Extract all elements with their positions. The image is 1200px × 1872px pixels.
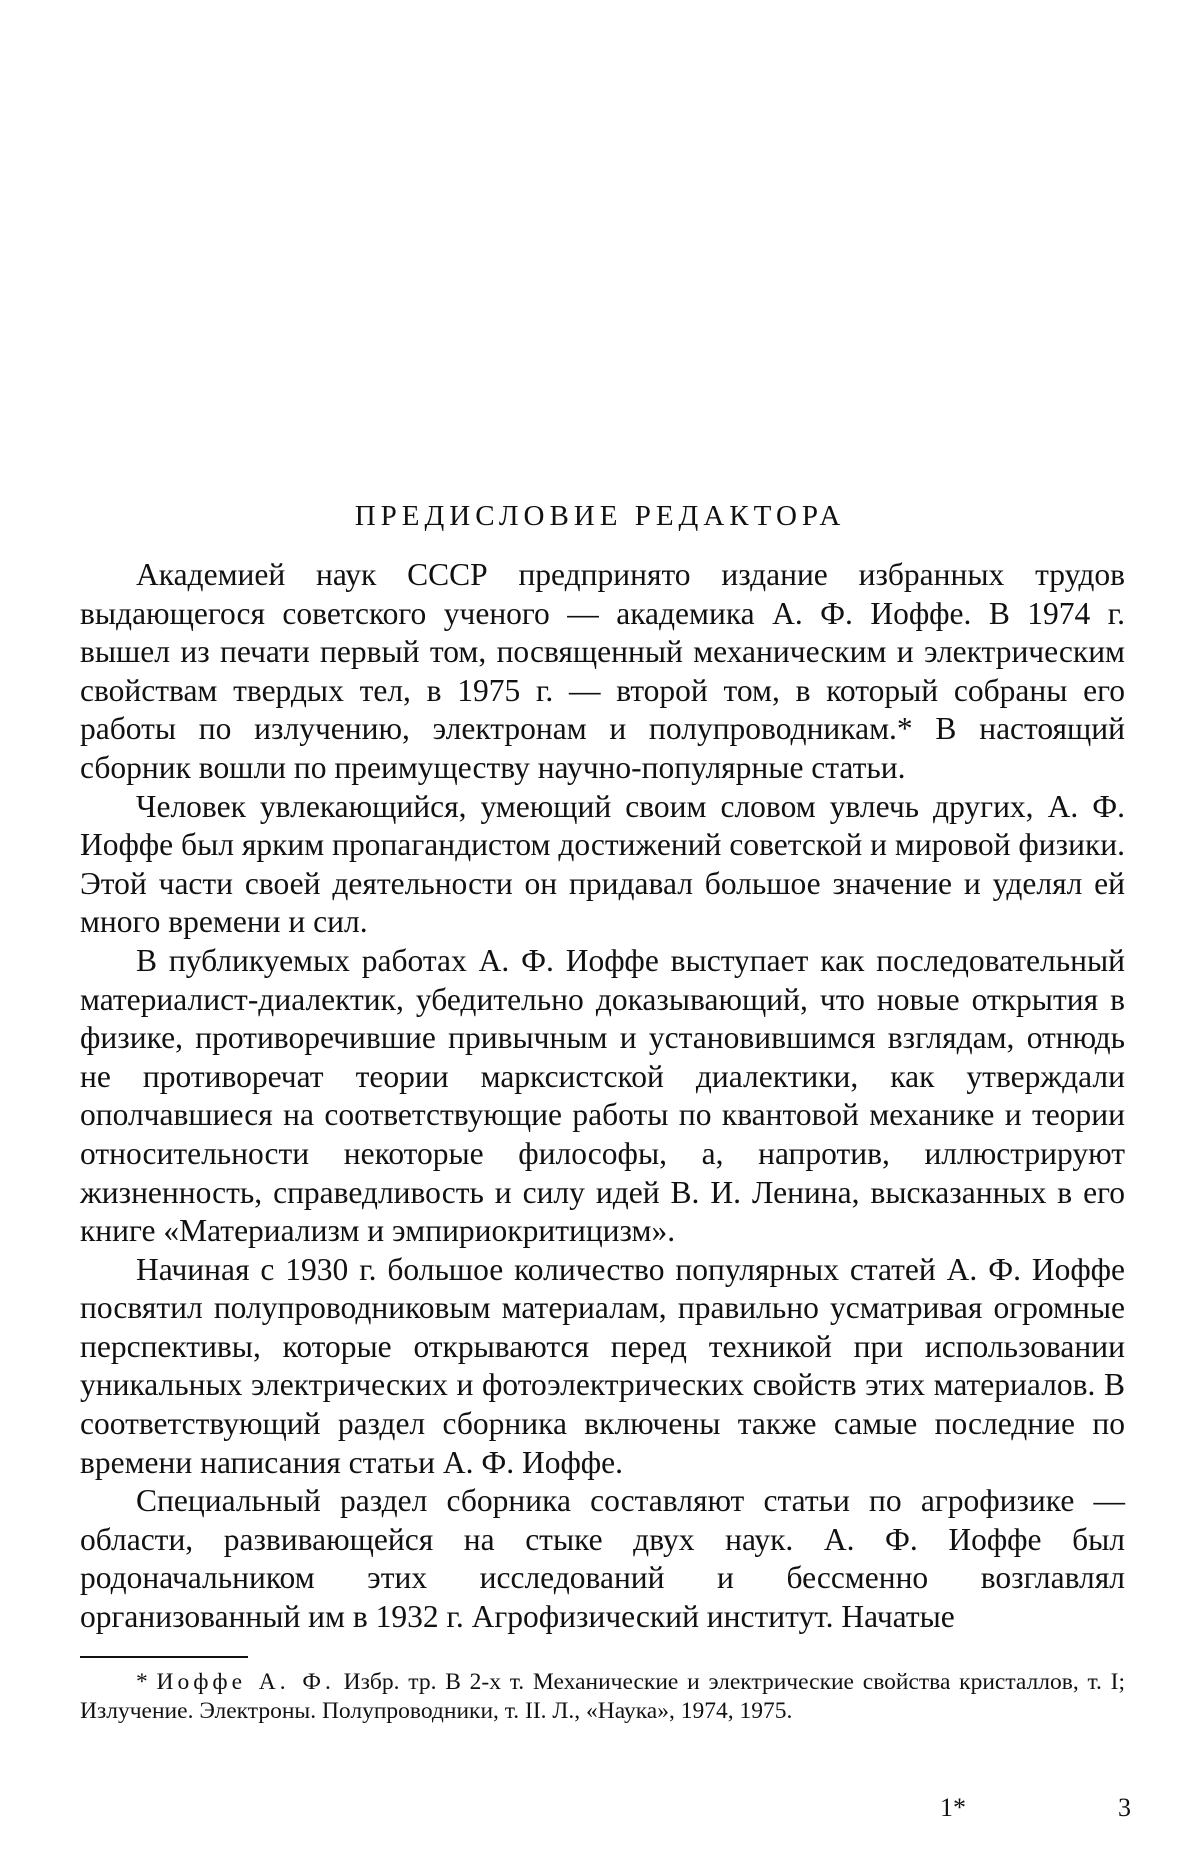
footnote — [80, 1668, 1125, 1726]
paragraph-2: Человек увлекающийся, умеющий своим словом увлечь других, А. Ф. Иоффе был ярким пропагандистом достижений советской и мировой физики. Этой части своей деятельности он придавал большое значение и уделял ей много времени и сил. — [80, 788, 1125, 940]
printer-signature-mark: 1* — [940, 1793, 966, 1822]
footnote-divider — [80, 1656, 248, 1658]
body-text — [80, 556, 1125, 1637]
footnote-marker: * — [136, 1669, 148, 1695]
paragraph-4: Начиная с 1930 г. большое количество популярных статей А. Ф. Иоффе посвятил полупроводниковым материалам, правильно усматривая огромные перспективы, которые открываются перед техникой при использовании уникальных электрических и фотоэлектрических свойств этих материалов. В соответствующий раздел сборника включены также самые последние по времени написания статьи А. Ф. Иоффе. — [80, 1251, 1125, 1480]
footnote-author: Иоффе А. Ф. — [156, 1669, 335, 1695]
paragraph-1: Академией наук СССР предпринято издание избранных трудов выдающегося советского ученого — академика А. Ф. Иоффе. В 1974 г. вышел из печати первый том, посвященный механическим и электрическим свойствам твердых тел, в 1975 г. — второй том, в который собраны его работы по излучению, электронам и полупроводникам.* В настоящий сборник вошли по преимуществу научно-популярные статьи. — [80, 557, 1125, 785]
page-number: 3 — [1118, 1793, 1131, 1822]
page-heading: ПРЕДИСЛОВИЕ РЕДАКТОРА — [354, 500, 846, 532]
paragraph-5: Специальный раздел сборника составляют статьи по агрофизике — области, развивающейся на стыке двух наук. А. Ф. Иоффе был родоначальником этих исследований и бессменно возглавлял организованный им в 1932 г. Агрофизический институт. Начатые — [80, 1483, 1125, 1635]
paragraph-3: В публикуемых работах А. Ф. Иоффе выступает как последовательный материалист-диалектик, убедительно доказывающий, что новые открытия в физике, противоречившие привычным и установившимся взглядам, отнюдь не противоречат теории марксистской диалектики, как утверждали ополчавшиеся на соответствующие работы по квантовой механике и теории относительности некоторые философы, а, напротив, иллюстрируют жизненность, справедливость и силу идей В. И. Ленина, высказанных в его книге «Материализм и эмпириокритицизм». — [80, 942, 1125, 1249]
footnote-text: Избр. тр. В 2-х т. Механические и электрические свойства кристаллов, т. I; Излучение. Электроны. Полупроводники, т. II. Л., «Наука», 1974, 1975. — [80, 1669, 1125, 1724]
